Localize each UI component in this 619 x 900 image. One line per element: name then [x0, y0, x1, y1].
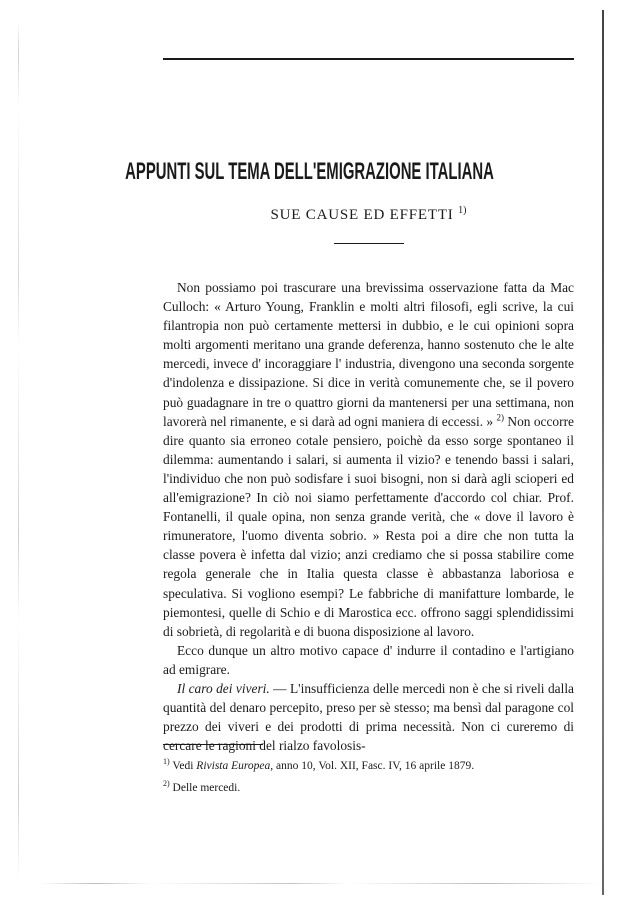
footnote-text: , anno 10, Vol. XII, Fasc. IV, 16 aprile 1879. — [270, 759, 475, 772]
footnotes — [163, 753, 574, 797]
body-paragraph: Ecco dunque un altro motivo capace d' indurre il contadino e l'artigiano ad emigrare. — [163, 642, 574, 677]
scan-edge-left — [18, 20, 19, 880]
footnote-journal: Rivista Europea — [196, 759, 271, 772]
title-separator-rule — [334, 243, 404, 244]
section-heading: Il caro dei viveri. — [177, 680, 270, 696]
article-subtitle — [163, 205, 574, 224]
header-rule — [163, 58, 574, 60]
footnote-item — [163, 775, 574, 797]
paragraph-text: Non occorre dire quanto sia erroneo cotale pensiero, poichè da esso sorge spontaneo il dilemma: aumentando i salari, si aumenta il vizio? e tenendo bassi i salari, l'individuo che non può sodisfare i suoi bisogni, non si darà agli scioperi ed all'emigrazione? In ciò noi siamo perfettamente d'accordo col chiar. Prof. Fontanelli, il quale opina, non senza grande verità, che « dove il lavoro è rimuneratore, l'uomo diventa sobrio. » Resta poi a dire che non tutta la classe povera è infetta dal vizio; anzi crediamo che si possa stabilire come regola generale che in Italia questa classe è abbastanza laboriosa e speculativa. Si vogliono esempi? Le fabbriche di manifatture lombarde, le piemontesi, quelle di Schio e di Marostica ecc. offrono saggi splendidissimi di sobrietà, di regolarità e di buona disposizione al lavoro. — [163, 413, 574, 639]
article-title: APPUNTI SUL TEMA DELL'EMIGRAZIONE ITALIANA — [125, 158, 494, 185]
article-body — [163, 278, 574, 755]
scan-edge-bottom — [40, 883, 600, 884]
footnote-mark: 1) — [163, 757, 170, 766]
subtitle-text: SUE CAUSE ED EFFETTI — [270, 207, 454, 223]
footnote-item — [163, 753, 574, 775]
paragraph-text: Non possiamo poi trascurare una brevissima osservazione fatta da Mac Culloch: « Arturo Young, Franklin e molti altri filosofi, egli scrive, la cui filantropia non può certamente mettersi in dubbio, e le cui opinioni sopra molti argomenti meritano una grande deferenza, hanno sostenuto che le alte mercedi, invece d' incoraggiare l' industria, divengono una seconda sorgente d'indolenza e dissipazione. Si dice in verità comunemente che, se il povero può guadagnare in tre o quattro giorni da mantenersi per una settimana, non lavorerà nel rimanente, e si darà ad ogni maniera di eccessi. » — [163, 280, 574, 429]
footnote-rule — [163, 744, 263, 745]
subtitle-footnote-mark: 1) — [458, 205, 467, 216]
footnote-mark: 2) — [163, 778, 170, 788]
body-paragraph — [163, 278, 574, 641]
footnote-text: Vedi — [169, 759, 197, 772]
footnote-text: Delle mercedi. — [169, 781, 241, 794]
footnote-reference: 2) — [496, 412, 505, 423]
paragraph-text: — L'insufficienza delle mercedi non è che si riveli dalla quantità del denaro percepito, preso per sè stesso; ma bensì dal paragone col prezzo dei viveri e dei prodotti di prima necessità. Non ci cureremo di cercare le ragioni del rialzo favolosis- — [163, 680, 574, 754]
scan-edge-right — [602, 10, 604, 895]
